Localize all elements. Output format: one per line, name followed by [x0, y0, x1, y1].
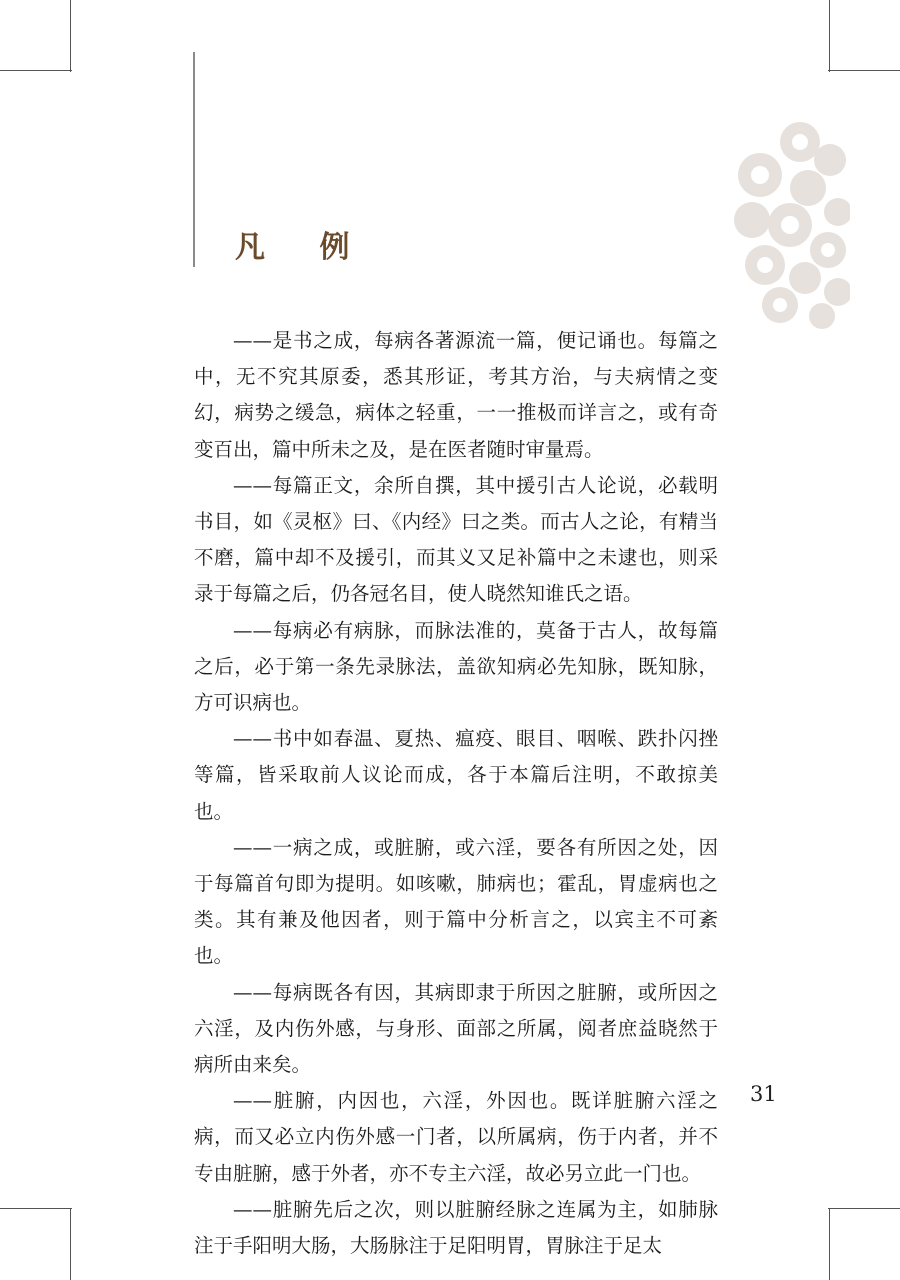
paragraph: ——每病必有病脉，而脉法准的，莫备于古人，故每篇之后，必于第一条先录脉法，盖欲知病必先知脉，既知脉，方可识病也。: [194, 618, 718, 715]
cloud-ornament-icon: [730, 120, 850, 330]
crop-mark: [829, 1208, 830, 1280]
crop-mark: [0, 70, 72, 71]
crop-mark: [70, 0, 71, 72]
paragraph: ——每病既各有因，其病即隶于所因之脏腑，或所因之六淫，及内伤外感，与身形、面部之所属，阅者庶益晓然于病所由来矣。: [194, 980, 718, 1077]
paragraph: ——每篇正文，余所自撰，其中援引古人论说，必载明书目，如《灵枢》曰、《内经》曰之类。而古人之论，有精当不磨，篇中却不及援引，而其义又足补篇中之未逮也，则采录于每篇之后，仍各冠名目，使人晓然知谁氏之语。: [194, 473, 718, 606]
crop-mark: [828, 70, 900, 71]
paragraph: ——是书之成，每病各著源流一篇，便记诵也。每篇之中，无不究其原委，悉其形证，考其方治，与夫病情之变幻，病势之缓急，病体之轻重，一一推极而详言之，或有奇变百出，篇中所未之及，是在医者随时审量焉。: [194, 329, 718, 461]
crop-mark: [70, 1208, 71, 1280]
paragraph: ——脏腑先后之次，则以脏腑经脉之连属为主，如肺脉注于手阳明大肠，大肠脉注于足阳明胃，胃脉注于足太: [194, 1197, 718, 1258]
paragraph: ——一病之成，或脏腑，或六淫，要各有所因之处，因于每篇首句即为提明。如咳嗽，肺病也；霍乱，胃虚病也之类。其有兼及他因者，则于篇中分析言之，以宾主不可紊也。: [194, 835, 718, 968]
title-rule: [193, 52, 195, 267]
crop-mark: [828, 1208, 900, 1209]
paragraph: ——脏腑，内因也，六淫，外因也。既详脏腑六淫之病，而又必立内伤外感一门者，以所属病，伤于内者，并不专由脏腑，感于外者，亦不专主六淫，故必另立此一门也。: [194, 1089, 718, 1185]
body-text: [194, 323, 718, 1264]
paragraph: ——书中如春温、夏热、瘟疫、眼目、咽喉、跌扑闪挫等篇，皆采取前人议论而成，各于本篇后注明，不敢掠美也。: [194, 727, 718, 823]
crop-mark: [829, 0, 830, 72]
page-number: 31: [750, 1082, 777, 1106]
crop-mark: [0, 1208, 72, 1209]
page-title: 凡 例: [235, 230, 372, 265]
